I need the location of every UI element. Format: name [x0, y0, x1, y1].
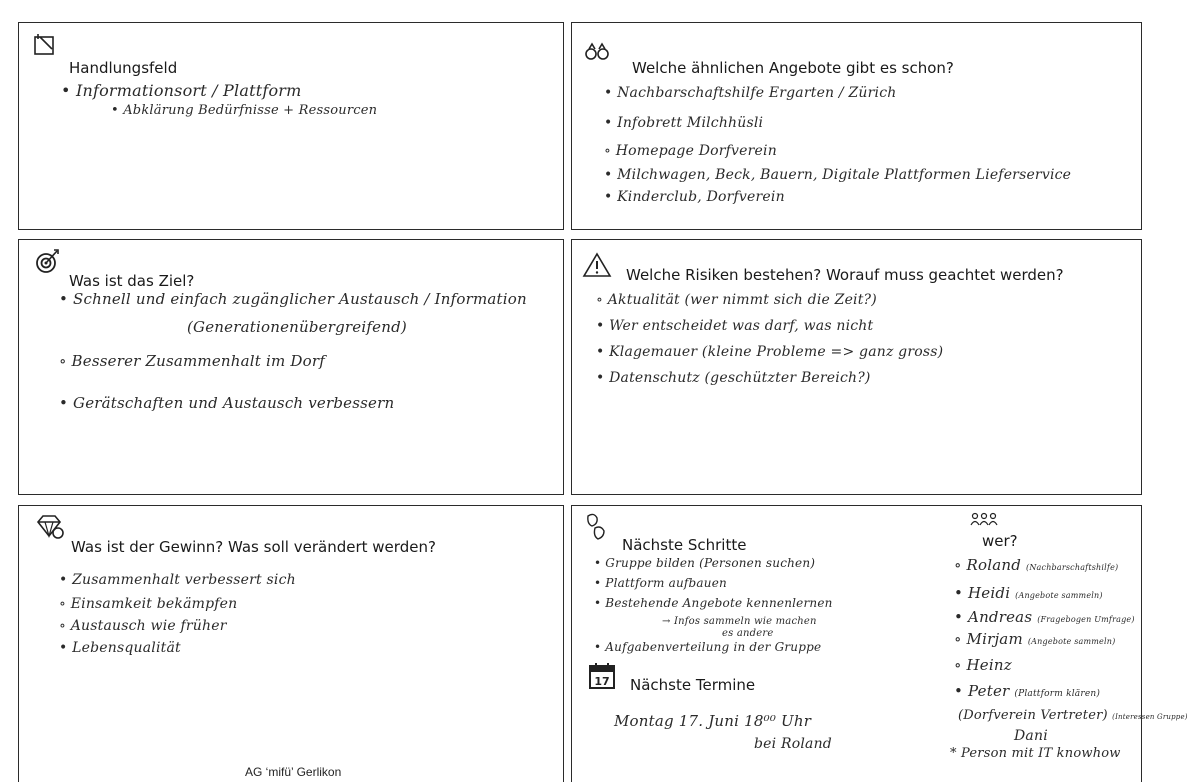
wer-item: ∘ Roland (Nachbarschaftshilfe)	[954, 556, 1118, 574]
panel-handlungsfeld	[18, 22, 564, 230]
handwritten-line: es andere	[722, 628, 774, 639]
handwritten-line: • Gruppe bilden (Personen suchen)	[594, 556, 815, 570]
panel-ziel	[18, 239, 564, 495]
warning-icon	[582, 252, 612, 278]
handwritten-line: • Abklärung Bedürfnisse + Ressourcen	[111, 103, 377, 118]
termine-line: bei Roland	[754, 736, 832, 752]
handwritten-line: ∘ Aktualität (wer nimmt sich die Zeit?)	[596, 292, 877, 308]
handwritten-line: • Zusammenhalt verbessert sich	[59, 572, 296, 588]
handwritten-line: • Infobrett Milchhüsli	[604, 115, 763, 131]
panel-title: Nächste Schritte	[622, 536, 747, 554]
binoculars-icon	[584, 43, 610, 61]
wer-item: • Andreas (Fragebogen Umfrage)	[954, 608, 1135, 626]
wer-item: • Peter (Plattform klären)	[954, 682, 1100, 700]
target-icon	[35, 248, 61, 274]
panel-title: Was ist der Gewinn? Was soll verändert werden?	[71, 538, 436, 556]
handwritten-line: ∘ Homepage Dorfverein	[604, 143, 777, 159]
handwritten-line: • Milchwagen, Beck, Bauern, Digitale Plattformen Lieferservice	[604, 167, 1071, 183]
handwritten-line: • Wer entscheidet was darf, was nicht	[596, 318, 873, 334]
handwritten-line: • Nachbarschaftshilfe Ergarten / Zürich	[604, 85, 896, 101]
handwritten-line: • Aufgabenverteilung in der Gruppe	[594, 640, 821, 654]
panel-gewinn	[18, 505, 564, 782]
handwritten-line: • Datenschutz (geschützter Bereich?)	[596, 370, 871, 386]
handwritten-line: • Kinderclub, Dorfverein	[604, 189, 785, 205]
wer-item: ∘ Mirjam (Angebote sammeln)	[954, 630, 1115, 648]
handwritten-line: → Infos sammeln wie machen	[662, 616, 817, 627]
calendar-number: 17	[594, 675, 610, 688]
calendar-icon	[588, 662, 616, 690]
diamond-icon	[35, 514, 65, 540]
handwritten-line: • Schnell und einfach zugänglicher Austausch / Information	[59, 290, 527, 308]
panel-angebote	[571, 22, 1142, 230]
handwritten-line: • Informationsort / Plattform	[61, 81, 302, 100]
wer-title: wer?	[982, 532, 1018, 550]
dorfverein-note: (Dorfverein Vertreter) (Interessen Gruppe)	[958, 708, 1188, 723]
handwritten-line: ∘ Einsamkeit bekämpfen	[59, 596, 237, 612]
notepad-icon	[33, 33, 57, 57]
handwritten-line: • Plattform aufbauen	[594, 576, 727, 590]
panel-title: Welche ähnlichen Angebote gibt es schon?	[632, 59, 954, 77]
footer-label: AG ‘mifü’ Gerlikon	[245, 765, 342, 779]
handwritten-line: • Klagemauer (kleine Probleme => ganz gross)	[596, 344, 943, 360]
panel-schritte	[571, 505, 1188, 782]
panel-risiken	[571, 239, 1142, 495]
termine-title: Nächste Termine	[630, 676, 756, 694]
wer-item: ∘ Heinz	[954, 656, 1012, 674]
handwritten-line: ∘ Besserer Zusammenhalt im Dorf	[59, 352, 325, 370]
handwritten-line: (Generationenübergreifend)	[187, 318, 407, 336]
panel-title: Handlungsfeld	[69, 59, 178, 77]
dani-note: Dani	[1014, 728, 1048, 744]
handwritten-line: ∘ Austausch wie früher	[59, 618, 227, 634]
handwritten-line: • Bestehende Angebote kennenlernen	[594, 596, 833, 610]
handwritten-line: • Lebensqualität	[59, 640, 181, 656]
footsteps-icon	[584, 512, 608, 542]
it-person-note: * Person mit IT knowhow	[950, 746, 1121, 761]
wer-item: • Heidi (Angebote sammeln)	[954, 584, 1103, 602]
people-icon	[969, 512, 999, 526]
panel-title: Welche Risiken bestehen? Worauf muss geachtet werden?	[626, 266, 1064, 284]
handwritten-line: • Gerätschaften und Austausch verbessern	[59, 394, 394, 412]
panel-title: Was ist das Ziel?	[69, 272, 195, 290]
termine-line: Montag 17. Juni 18⁰⁰ Uhr	[614, 712, 812, 730]
